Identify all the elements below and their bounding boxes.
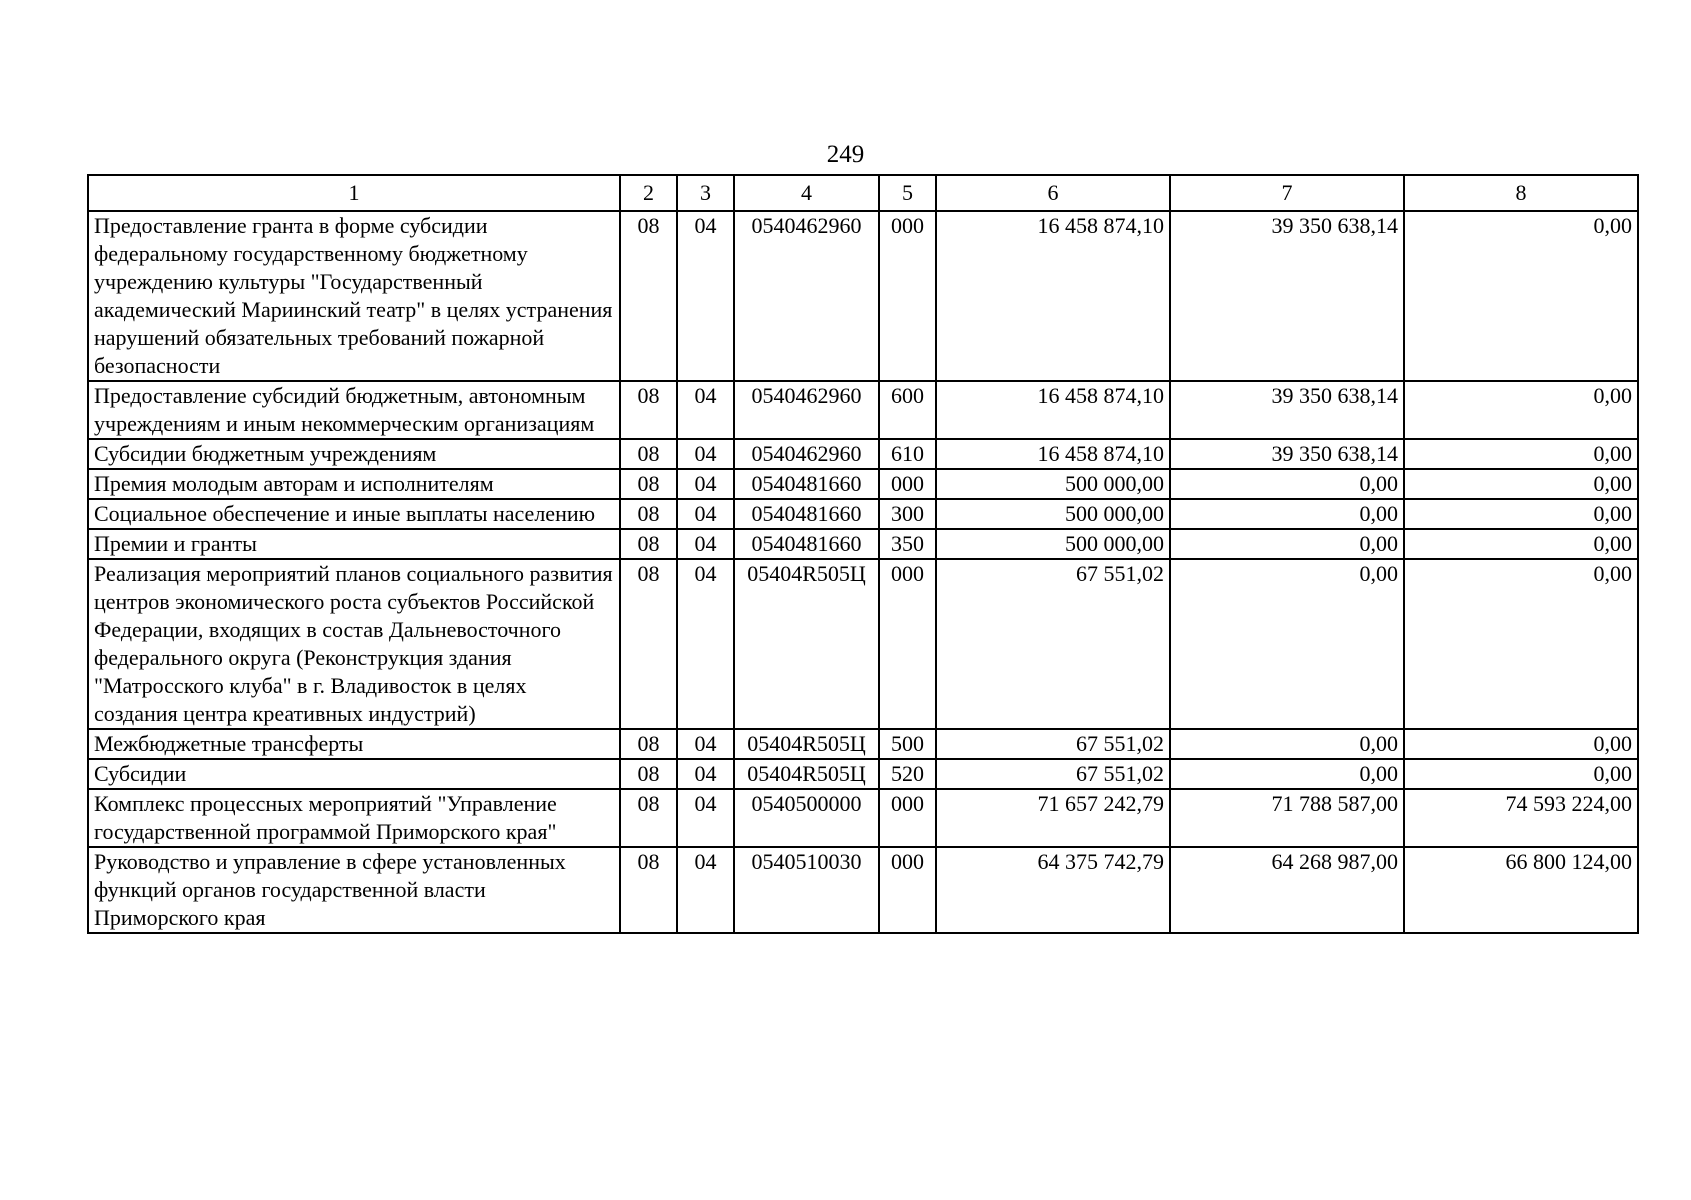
amount-col6: 16 458 874,10: [936, 211, 1170, 381]
expense-type-code: 000: [879, 211, 936, 381]
section-code: 08: [620, 211, 677, 381]
column-header: 3: [677, 175, 734, 211]
subsection-code: 04: [677, 439, 734, 469]
table-row: [88, 499, 1638, 529]
amount-col6: 500 000,00: [936, 499, 1170, 529]
row-name: Реализация мероприятий планов социального развития центров экономического роста субъектов Российской Федерации, входящих в состав Дальневосточного федерального округа (Реконструкция здания "Матросского клуба" в г. Владивосток в целях создания центра креативных индустрий): [88, 559, 620, 729]
expense-type-code: 610: [879, 439, 936, 469]
amount-col7: 39 350 638,14: [1170, 381, 1404, 439]
column-header: 7: [1170, 175, 1404, 211]
row-name: Предоставление субсидий бюджетным, автономным учреждениям и иным некоммерческим организациям: [88, 381, 620, 439]
header-row: [88, 175, 1638, 211]
row-name: Комплекс процессных мероприятий "Управление государственной программой Приморского края": [88, 789, 620, 847]
target-article-code: 0540510030: [734, 847, 879, 933]
subsection-code: 04: [677, 469, 734, 499]
row-name: Межбюджетные трансферты: [88, 729, 620, 759]
expense-type-code: 500: [879, 729, 936, 759]
amount-col6: 71 657 242,79: [936, 789, 1170, 847]
target-article-code: 0540481660: [734, 529, 879, 559]
amount-col8: 0,00: [1404, 729, 1638, 759]
amount-col8: 0,00: [1404, 381, 1638, 439]
target-article-code: 0540462960: [734, 381, 879, 439]
amount-col8: 0,00: [1404, 559, 1638, 729]
amount-col6: 67 551,02: [936, 559, 1170, 729]
subsection-code: 04: [677, 211, 734, 381]
expense-type-code: 000: [879, 847, 936, 933]
column-header: 4: [734, 175, 879, 211]
section-code: 08: [620, 759, 677, 789]
subsection-code: 04: [677, 529, 734, 559]
expense-type-code: 000: [879, 559, 936, 729]
column-header: 1: [88, 175, 620, 211]
table-row: [88, 559, 1638, 729]
row-name: Премия молодым авторам и исполнителям: [88, 469, 620, 499]
amount-col6: 500 000,00: [936, 469, 1170, 499]
table-row: [88, 847, 1638, 933]
table-row: [88, 439, 1638, 469]
section-code: 08: [620, 847, 677, 933]
table-row: [88, 789, 1638, 847]
amount-col6: 16 458 874,10: [936, 381, 1170, 439]
section-code: 08: [620, 559, 677, 729]
expense-type-code: 350: [879, 529, 936, 559]
row-name: Предоставление гранта в форме субсидии федеральному государственному бюджетному учреждению культуры "Государственный академический Мариинский театр" в целях устранения нарушений обязательных требований пожарной безопасности: [88, 211, 620, 381]
amount-col6: 67 551,02: [936, 729, 1170, 759]
amount-col7: 0,00: [1170, 529, 1404, 559]
amount-col6: 64 375 742,79: [936, 847, 1170, 933]
subsection-code: 04: [677, 729, 734, 759]
amount-col6: 67 551,02: [936, 759, 1170, 789]
expense-type-code: 000: [879, 469, 936, 499]
amount-col7: 0,00: [1170, 559, 1404, 729]
row-name: Социальное обеспечение и иные выплаты населению: [88, 499, 620, 529]
amount-col7: 0,00: [1170, 469, 1404, 499]
amount-col8: 74 593 224,00: [1404, 789, 1638, 847]
amount-col6: 16 458 874,10: [936, 439, 1170, 469]
amount-col8: 0,00: [1404, 759, 1638, 789]
section-code: 08: [620, 789, 677, 847]
row-name: Субсидии: [88, 759, 620, 789]
table-row: [88, 469, 1638, 499]
table-row: [88, 729, 1638, 759]
subsection-code: 04: [677, 759, 734, 789]
section-code: 08: [620, 469, 677, 499]
target-article-code: 05404R505Ц: [734, 559, 879, 729]
section-code: 08: [620, 439, 677, 469]
amount-col8: 66 800 124,00: [1404, 847, 1638, 933]
expense-type-code: 300: [879, 499, 936, 529]
expense-type-code: 600: [879, 381, 936, 439]
section-code: 08: [620, 529, 677, 559]
section-code: 08: [620, 381, 677, 439]
row-name: Руководство и управление в сфере установленных функций органов государственной власти Приморского края: [88, 847, 620, 933]
target-article-code: 05404R505Ц: [734, 759, 879, 789]
amount-col7: 0,00: [1170, 499, 1404, 529]
column-header: 5: [879, 175, 936, 211]
amount-col8: 0,00: [1404, 439, 1638, 469]
target-article-code: 0540462960: [734, 439, 879, 469]
amount-col8: 0,00: [1404, 529, 1638, 559]
section-code: 08: [620, 499, 677, 529]
subsection-code: 04: [677, 499, 734, 529]
budget-table: [87, 174, 1639, 934]
column-header: 6: [936, 175, 1170, 211]
amount-col8: 0,00: [1404, 211, 1638, 381]
amount-col8: 0,00: [1404, 499, 1638, 529]
table-row: [88, 211, 1638, 381]
target-article-code: 05404R505Ц: [734, 729, 879, 759]
amount-col7: 39 350 638,14: [1170, 211, 1404, 381]
target-article-code: 0540500000: [734, 789, 879, 847]
amount-col7: 39 350 638,14: [1170, 439, 1404, 469]
row-name: Субсидии бюджетным учреждениям: [88, 439, 620, 469]
target-article-code: 0540462960: [734, 211, 879, 381]
target-article-code: 0540481660: [734, 469, 879, 499]
section-code: 08: [620, 729, 677, 759]
expense-type-code: 520: [879, 759, 936, 789]
amount-col8: 0,00: [1404, 469, 1638, 499]
page-number: 249: [826, 141, 865, 168]
target-article-code: 0540481660: [734, 499, 879, 529]
expense-type-code: 000: [879, 789, 936, 847]
amount-col7: 64 268 987,00: [1170, 847, 1404, 933]
subsection-code: 04: [677, 789, 734, 847]
table-row: [88, 381, 1638, 439]
table-row: [88, 529, 1638, 559]
row-name: Премии и гранты: [88, 529, 620, 559]
amount-col7: 0,00: [1170, 729, 1404, 759]
column-header: 8: [1404, 175, 1638, 211]
column-header: 2: [620, 175, 677, 211]
subsection-code: 04: [677, 381, 734, 439]
subsection-code: 04: [677, 559, 734, 729]
table-row: [88, 759, 1638, 789]
amount-col7: 71 788 587,00: [1170, 789, 1404, 847]
amount-col7: 0,00: [1170, 759, 1404, 789]
amount-col6: 500 000,00: [936, 529, 1170, 559]
subsection-code: 04: [677, 847, 734, 933]
